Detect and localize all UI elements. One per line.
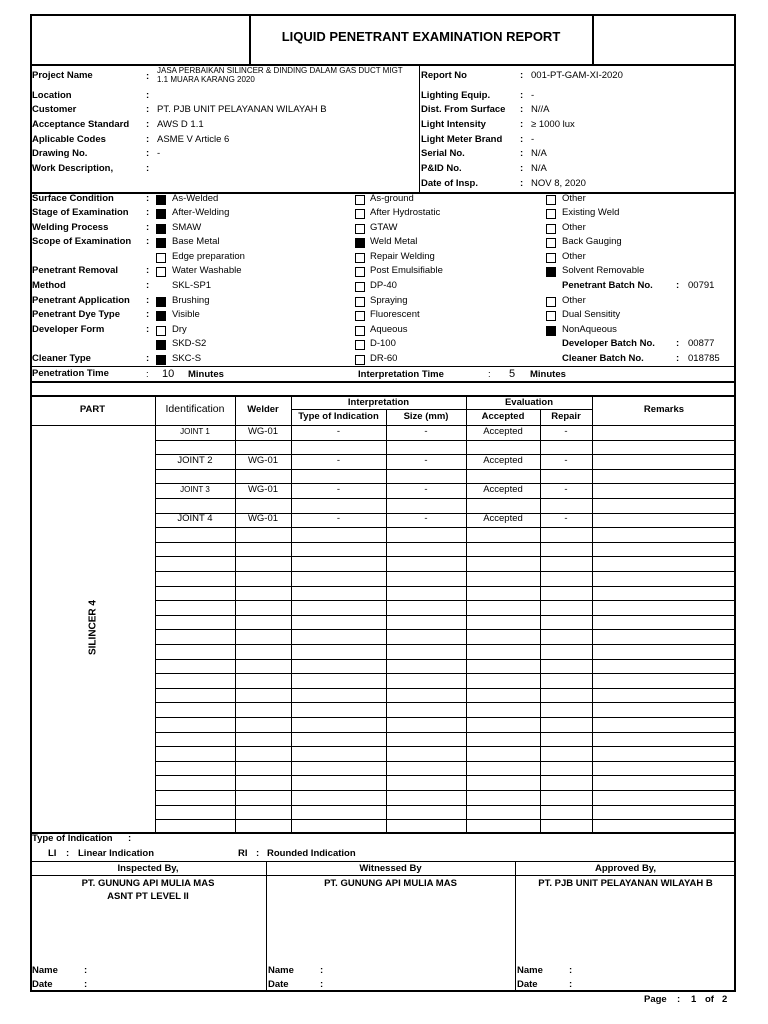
signature-heading: Inspected By,: [117, 863, 179, 874]
signature-date-colon: :: [569, 979, 573, 990]
signature-name-colon: :: [84, 965, 88, 976]
info-label: P&ID No.: [421, 163, 462, 174]
condition-colon: :: [146, 324, 150, 335]
info-value: N/A: [531, 163, 547, 174]
info-value: 001-PT-GAM-XI-2020: [531, 70, 623, 81]
signature-name-colon: :: [569, 965, 573, 976]
info-colon: :: [520, 148, 524, 159]
checkbox[interactable]: [546, 195, 556, 205]
condition-option: Weld Metal: [370, 236, 418, 247]
info-label: Serial No.: [421, 148, 465, 159]
condition-option: Other: [562, 222, 586, 233]
condition-option: SMAW: [172, 222, 202, 233]
condition-option: NonAqueous: [562, 324, 617, 335]
time-row-top: [30, 366, 736, 367]
project-name-line2: 1.1 MUARA KARANG 2020: [157, 75, 255, 84]
row-rule: [155, 615, 736, 616]
row-type: -: [336, 426, 341, 437]
row-rule: [155, 629, 736, 630]
checkbox[interactable]: [355, 282, 365, 292]
row-rule: [155, 440, 736, 441]
penetration-time-label: Penetration Time: [32, 368, 109, 379]
batch-colon: :: [676, 338, 680, 349]
condition-option: Other: [562, 295, 586, 306]
checkbox[interactable]: [156, 195, 166, 205]
signature-name-colon: :: [320, 965, 324, 976]
row-repair: -: [564, 426, 568, 437]
signature-company: PT. PJB UNIT PELAYANAN WILAYAH B: [538, 878, 713, 889]
row-rule: [155, 732, 736, 733]
column-rule: [386, 409, 387, 832]
interpretation-time-value: 5: [509, 368, 516, 380]
batch-label: Developer Batch No.: [562, 338, 655, 349]
row-size: -: [424, 513, 428, 524]
info-label: Lighting Equip.: [421, 90, 491, 101]
checkbox[interactable]: [156, 355, 166, 365]
condition-option: Other: [562, 193, 586, 204]
checkbox[interactable]: [546, 224, 556, 234]
condition-option: Brushing: [172, 295, 210, 306]
condition-label: Stage of Examination: [32, 207, 129, 218]
row-identification: JOINT 3: [180, 485, 210, 494]
checkbox[interactable]: [546, 209, 556, 219]
info-value: NOV 8, 2020: [531, 178, 586, 189]
condition-option: DP-40: [370, 280, 397, 291]
checkbox[interactable]: [546, 326, 556, 336]
row-welder: WG-01: [247, 426, 279, 437]
condition-option: Repair Welding: [370, 251, 435, 262]
checkbox[interactable]: [355, 195, 365, 205]
signature-company: PT. GUNUNG API MULIA MAS: [324, 878, 457, 889]
info-colon: :: [520, 178, 524, 189]
header-remarks: Remarks: [643, 404, 685, 415]
condition-option: After Hydrostatic: [370, 207, 441, 218]
header-sub-rule: [291, 409, 592, 410]
row-rule: [155, 688, 736, 689]
info-value: -: [531, 90, 535, 101]
row-type: -: [336, 513, 341, 524]
row-rule: [155, 775, 736, 776]
title-divider-right: [592, 14, 594, 64]
row-rule: [155, 746, 736, 747]
info-colon: :: [520, 90, 524, 101]
row-accepted: Accepted: [483, 455, 523, 466]
header-accepted: Accepted: [481, 411, 525, 422]
signature-name-label: Name: [32, 965, 58, 976]
row-rule: [155, 761, 736, 762]
condition-option: Back Gauging: [562, 236, 622, 247]
condition-label: Developer Form: [32, 324, 105, 335]
row-rule: [155, 659, 736, 660]
signature-date-colon: :: [84, 979, 88, 990]
legend-li-colon: :: [66, 848, 70, 859]
batch-label: Cleaner Batch No.: [562, 353, 644, 364]
info-colon: :: [146, 163, 150, 174]
signature-date-label: Date: [268, 979, 289, 990]
condition-option: Solvent Removable: [562, 265, 645, 276]
row-rule: [155, 717, 736, 718]
info-divider: [419, 64, 420, 192]
checkbox[interactable]: [355, 224, 365, 234]
row-accepted: Accepted: [483, 426, 523, 437]
row-welder: WG-01: [247, 513, 279, 524]
checkbox[interactable]: [156, 253, 166, 263]
condition-option: Existing Weld: [562, 207, 620, 218]
info-value: -: [531, 134, 535, 145]
row-rule: [155, 790, 736, 791]
interpretation-time-unit: Minutes: [530, 369, 566, 380]
condition-label: Welding Process: [32, 222, 109, 233]
signature-date-label: Date: [32, 979, 53, 990]
checkbox[interactable]: [355, 297, 365, 307]
condition-option: GTAW: [370, 222, 398, 233]
condition-option: Base Metal: [172, 236, 220, 247]
batch-value: 00791: [688, 280, 715, 291]
row-rule: [155, 586, 736, 587]
signature-company: PT. GUNUNG API MULIA MAS: [81, 878, 215, 889]
row-type: -: [336, 484, 341, 495]
condition-colon: :: [146, 265, 150, 276]
info-colon: :: [520, 104, 524, 115]
checkbox[interactable]: [156, 267, 166, 277]
info-colon: :: [520, 134, 524, 145]
condition-option: Aqueous: [370, 324, 408, 335]
row-rule: [155, 469, 736, 470]
row-rule: [155, 819, 736, 820]
condition-label: Penetrant Dye Type: [32, 309, 120, 320]
condition-label: Penetrant Application: [32, 295, 130, 306]
checkbox[interactable]: [355, 267, 365, 277]
row-accepted: Accepted: [483, 484, 523, 495]
signature-date-colon: :: [320, 979, 324, 990]
condition-option: D-100: [370, 338, 396, 349]
condition-label: Surface Condition: [32, 193, 114, 204]
interpretation-time-label: Interpretation Time: [358, 369, 444, 380]
condition-colon: :: [146, 280, 150, 291]
checkbox[interactable]: [546, 311, 556, 321]
checkbox[interactable]: [156, 340, 166, 350]
info-label: Drawing No.: [32, 148, 88, 159]
row-size: -: [424, 426, 428, 437]
signature-top-rule: [30, 861, 736, 862]
legend-li-code: LI: [48, 848, 57, 859]
row-size: -: [424, 455, 428, 466]
legend-top-rule: [30, 832, 736, 834]
time-row-bottom: [30, 381, 736, 383]
condition-label: Scope of Examination: [32, 236, 132, 247]
checkbox[interactable]: [156, 326, 166, 336]
column-rule: [540, 409, 541, 832]
info-label: Light Meter Brand: [421, 134, 503, 145]
info-colon: :: [520, 70, 524, 81]
row-identification: JOINT 4: [177, 513, 213, 524]
info-label: Acceptance Standard: [32, 119, 130, 130]
page-label: Page: [644, 994, 667, 1005]
condition-colon: :: [146, 309, 150, 320]
condition-label: Method: [32, 280, 66, 291]
penetration-time-unit: Minutes: [188, 369, 224, 380]
condition-option: After-Welding: [172, 207, 230, 218]
checkbox[interactable]: [156, 297, 166, 307]
row-identification: JOINT 1: [180, 427, 210, 436]
row-rule: [155, 805, 736, 806]
checkbox[interactable]: [355, 326, 365, 336]
condition-option: SKD-S2: [172, 338, 207, 349]
checkbox[interactable]: [546, 253, 556, 263]
condition-option: Water Washable: [172, 265, 242, 276]
report-frame: [30, 14, 736, 992]
condition-colon: :: [146, 353, 150, 364]
header-type: Type of Indication: [298, 411, 379, 422]
info-label: Location: [32, 90, 72, 101]
info-colon: :: [146, 148, 150, 159]
info-label: Dist. From Surface: [421, 104, 506, 115]
condition-option: Dual Sensitity: [562, 309, 621, 320]
row-rule: [155, 644, 736, 645]
condition-option: Dry: [172, 324, 187, 335]
project-name-line1: JASA PERBAIKAN SILINCER & DINDING DALAM GAS DUCT MIGT: [157, 66, 403, 75]
checkbox[interactable]: [546, 238, 556, 248]
condition-option: SKL-SP1: [172, 280, 212, 291]
condition-label: Cleaner Type: [32, 353, 91, 364]
condition-option: Other: [562, 251, 586, 262]
checkbox[interactable]: [355, 340, 365, 350]
page-of: of: [705, 994, 714, 1005]
condition-colon: :: [146, 222, 150, 233]
page-colon: :: [677, 994, 681, 1005]
info-value: PT. PJB UNIT PELAYANAN WILAYAH B: [157, 104, 327, 115]
condition-option: As-ground: [370, 193, 414, 204]
row-accepted: Accepted: [483, 513, 523, 524]
info-label: Report No: [421, 70, 467, 81]
checkbox[interactable]: [355, 238, 365, 248]
checkbox[interactable]: [156, 311, 166, 321]
condition-option: Fluorescent: [370, 309, 420, 320]
batch-value: 018785: [688, 353, 720, 364]
condition-colon: :: [146, 236, 150, 247]
batch-label: Penetrant Batch No.: [562, 280, 653, 291]
row-welder: WG-01: [247, 484, 279, 495]
info-colon: :: [520, 119, 524, 130]
report-title: LIQUID PENETRANT EXAMINATION REPORT: [281, 29, 561, 44]
signature-name-label: Name: [268, 965, 294, 976]
legend-label: Type of Indication: [32, 833, 113, 844]
checkbox[interactable]: [355, 355, 365, 365]
condition-option: Spraying: [370, 295, 408, 306]
row-rule: [155, 702, 736, 703]
info-label: Light Intensity: [421, 119, 486, 130]
info-colon: :: [146, 119, 150, 130]
condition-option: DR-60: [370, 353, 398, 364]
info-value: N/A: [531, 148, 547, 159]
penetration-time-colon: :: [146, 369, 149, 380]
row-rule: [155, 600, 736, 601]
row-rule: [155, 571, 736, 572]
info-label: Work Description,: [32, 163, 114, 174]
condition-option: Visible: [172, 309, 200, 320]
part-name: SILINCER 4: [87, 600, 99, 656]
header-repair: Repair: [551, 411, 581, 422]
row-rule: [155, 542, 736, 543]
info-value: AWS D 1.1: [157, 119, 204, 130]
signature-extra: ASNT PT LEVEL II: [107, 891, 189, 902]
info-label: Aplicable Codes: [32, 134, 106, 145]
info-value: ≥ 1000 lux: [531, 119, 575, 130]
page-total: 2: [722, 994, 728, 1005]
checkbox[interactable]: [156, 209, 166, 219]
signature-date-label: Date: [517, 979, 538, 990]
row-size: -: [424, 484, 428, 495]
legend-ri-code: RI: [238, 848, 248, 859]
info-value: ASME V Article 6: [157, 134, 230, 145]
legend-ri-colon: :: [256, 848, 260, 859]
row-identification: JOINT 2: [177, 455, 213, 466]
info-colon: :: [146, 134, 150, 145]
row-welder: WG-01: [247, 455, 279, 466]
info-colon: :: [146, 90, 150, 101]
condition-label: Penetrant Removal: [32, 265, 119, 276]
info-value: N//A: [531, 104, 550, 115]
condition-option: Edge preparation: [172, 251, 245, 262]
row-rule: [155, 673, 736, 674]
info-colon: :: [146, 71, 150, 82]
checkbox[interactable]: [546, 297, 556, 307]
checkbox[interactable]: [156, 224, 166, 234]
header-part: PART: [79, 404, 106, 415]
row-type: -: [336, 455, 341, 466]
checkbox[interactable]: [355, 311, 365, 321]
legend-li-text: Linear Indication: [78, 848, 155, 859]
page-current: 1: [691, 994, 697, 1005]
row-rule: [155, 527, 736, 528]
header-size: Size (mm): [403, 411, 449, 422]
header-welder: Welder: [247, 404, 279, 415]
row-repair: -: [564, 513, 568, 524]
condition-option: SKC-S: [172, 353, 202, 364]
row-rule: [155, 498, 736, 499]
condition-colon: :: [146, 207, 150, 218]
signature-heading: Approved By,: [594, 863, 657, 874]
signature-heading: Witnessed By: [359, 863, 422, 874]
row-repair: -: [564, 455, 568, 466]
info-label: Project Name: [32, 70, 93, 81]
interpretation-time-colon: :: [488, 369, 491, 380]
row-rule: [155, 556, 736, 557]
checkbox[interactable]: [156, 238, 166, 248]
checkbox[interactable]: [355, 209, 365, 219]
condition-colon: :: [146, 295, 150, 306]
legend-colon: :: [128, 833, 132, 844]
info-label: Date of Insp.: [421, 178, 479, 189]
legend-ri-text: Rounded Indication: [267, 848, 356, 859]
info-label: Customer: [32, 104, 77, 115]
header-evaluation: Evaluation: [504, 397, 554, 408]
checkbox[interactable]: [546, 267, 556, 277]
condition-colon: :: [146, 193, 150, 204]
batch-colon: :: [676, 353, 680, 364]
signature-heading-rule: [30, 875, 736, 876]
header-identification: Identification: [165, 403, 225, 415]
info-colon: :: [520, 163, 524, 174]
checkbox[interactable]: [355, 253, 365, 263]
batch-value: 00877: [688, 338, 715, 349]
batch-colon: :: [676, 280, 680, 291]
condition-option: As-Welded: [172, 193, 219, 204]
penetration-time-value: 10: [162, 368, 175, 380]
info-colon: :: [146, 104, 150, 115]
signature-name-label: Name: [517, 965, 543, 976]
header-interpretation: Interpretation: [347, 397, 410, 408]
row-repair: -: [564, 484, 568, 495]
info-value: -: [157, 148, 161, 159]
condition-option: Post Emulsifiable: [370, 265, 443, 276]
